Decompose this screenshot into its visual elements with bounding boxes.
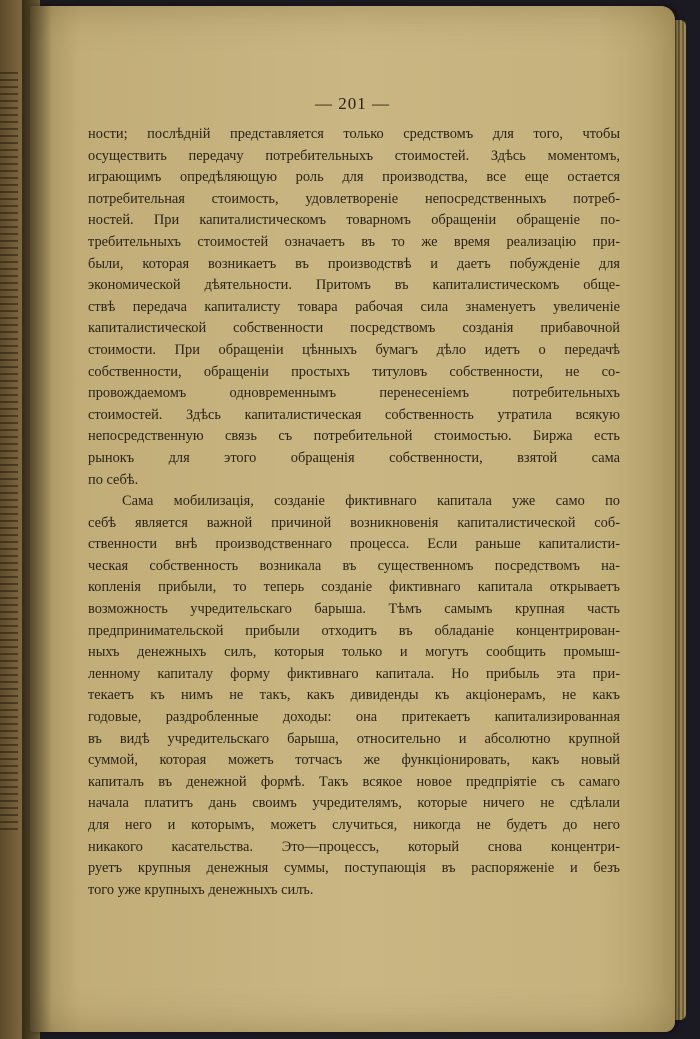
text-line: играющимъ опредѣляющую роль для производства, все еще остается <box>88 169 620 186</box>
text-line: провождаемомъ одновременнымъ перенесеніемъ потребительныхъ <box>88 385 620 402</box>
gutter-shadow <box>22 0 52 1039</box>
text-line: ностей. При капиталистическомъ товарномъ обращеніи обращеніе по- <box>88 212 620 229</box>
text-line: ности; послѣдній представляется только средствомъ для того, чтобы <box>88 126 620 142</box>
text-line: начала платитъ дань своимъ учредителямъ, которые ничего не сдѣлали <box>88 795 620 812</box>
body-text <box>88 124 620 901</box>
text-line: экономической дѣятельности. Притомъ въ капиталистическомъ обще- <box>88 277 620 294</box>
text-line: капиталъ въ денежной формѣ. Такъ всякое новое предпріятіе съ самаго <box>88 773 620 790</box>
text-line: возможность учредительскаго барыша. Тѣмъ самымъ крупная часть <box>88 601 620 618</box>
text-line: предпринимательской прибыли отходитъ въ обладаніе концентрирован- <box>88 622 620 639</box>
text-line: того уже крупныхъ денежныхъ силъ. <box>88 881 314 898</box>
text-line: для него и которымъ, можетъ случиться, никогда не будетъ до него <box>88 817 620 833</box>
text-line: годовые, раздробленные доходы: она притекаетъ капитализированная <box>88 709 620 726</box>
text-line: стоимостей. Здѣсь капиталистическая собственность утратила всякую <box>88 406 620 423</box>
text-line: были, которая возникаетъ въ производствѣ и даетъ побужденіе для <box>88 255 620 272</box>
text-line: ленному капиталу форму фиктивнаго капитала. Но прибыль эта при- <box>88 665 620 682</box>
text-line: ческая собственность возникала въ существенномъ посредствомъ на- <box>88 557 620 574</box>
text-line: собственности, обращеніи простыхъ титуловъ собственности, не со- <box>88 363 620 380</box>
text-line: Сама мобилизація, созданіе фиктивнаго капитала уже само по <box>122 493 620 510</box>
text-line: непосредственную связь съ потребительной стоимостью. Биржа есть <box>88 428 620 445</box>
paragraph <box>88 124 620 491</box>
book-page <box>30 6 675 1032</box>
text-line: требительныхъ стоимостей означаетъ въ то же время реализацію при- <box>88 233 620 250</box>
text-line: потребительная стоимость, удовлетвореніе непосредственныхъ потреб- <box>88 190 620 207</box>
text-line: ствѣ передача капиталисту товара рабочая сила знаменуетъ увеличеніе <box>88 298 620 315</box>
text-line: руетъ крупныя денежныя суммы, поступающія въ распоряженіе и безъ <box>88 860 620 877</box>
text-line: ныхъ денежныхъ силъ, которыя только и могутъ сообщить промыш- <box>88 644 620 661</box>
text-line: суммой, которая можетъ тотчасъ же функціонировать, какъ новый <box>88 752 620 769</box>
text-line: по себѣ. <box>88 471 139 488</box>
text-line: въ видѣ учредительскаго барыша, относительно и абсолютно крупной <box>88 730 620 747</box>
text-line: никакого касательства. Это—процессъ, который снова концентри- <box>88 838 620 855</box>
text-line: капиталистической собственности посредствомъ созданія прибавочной <box>88 320 620 337</box>
text-line: копленія прибыли, то теперь созданіе фиктивнаго капитала открываетъ <box>88 579 620 596</box>
text-line: рынокъ для этого обращенія собственности, взятой сама <box>88 449 620 466</box>
text-line: стоимости. При обращеніи цѣнныхъ бумагъ дѣло идетъ о передачѣ <box>88 341 620 358</box>
text-line: текаетъ къ нимъ не такъ, какъ дивиденды къ акціонерамъ, не какъ <box>88 687 620 704</box>
text-line: осуществить передачу потребительныхъ стоимостей. Здѣсь моментомъ, <box>88 147 620 164</box>
page-number: — 201 — <box>315 94 390 113</box>
text-line: себѣ является важной причиной возникновенія капиталистической соб- <box>88 514 620 531</box>
text-line: ственности внѣ производственнаго процесса. Если раньше капиталисти- <box>88 536 620 553</box>
paragraph <box>88 491 620 901</box>
